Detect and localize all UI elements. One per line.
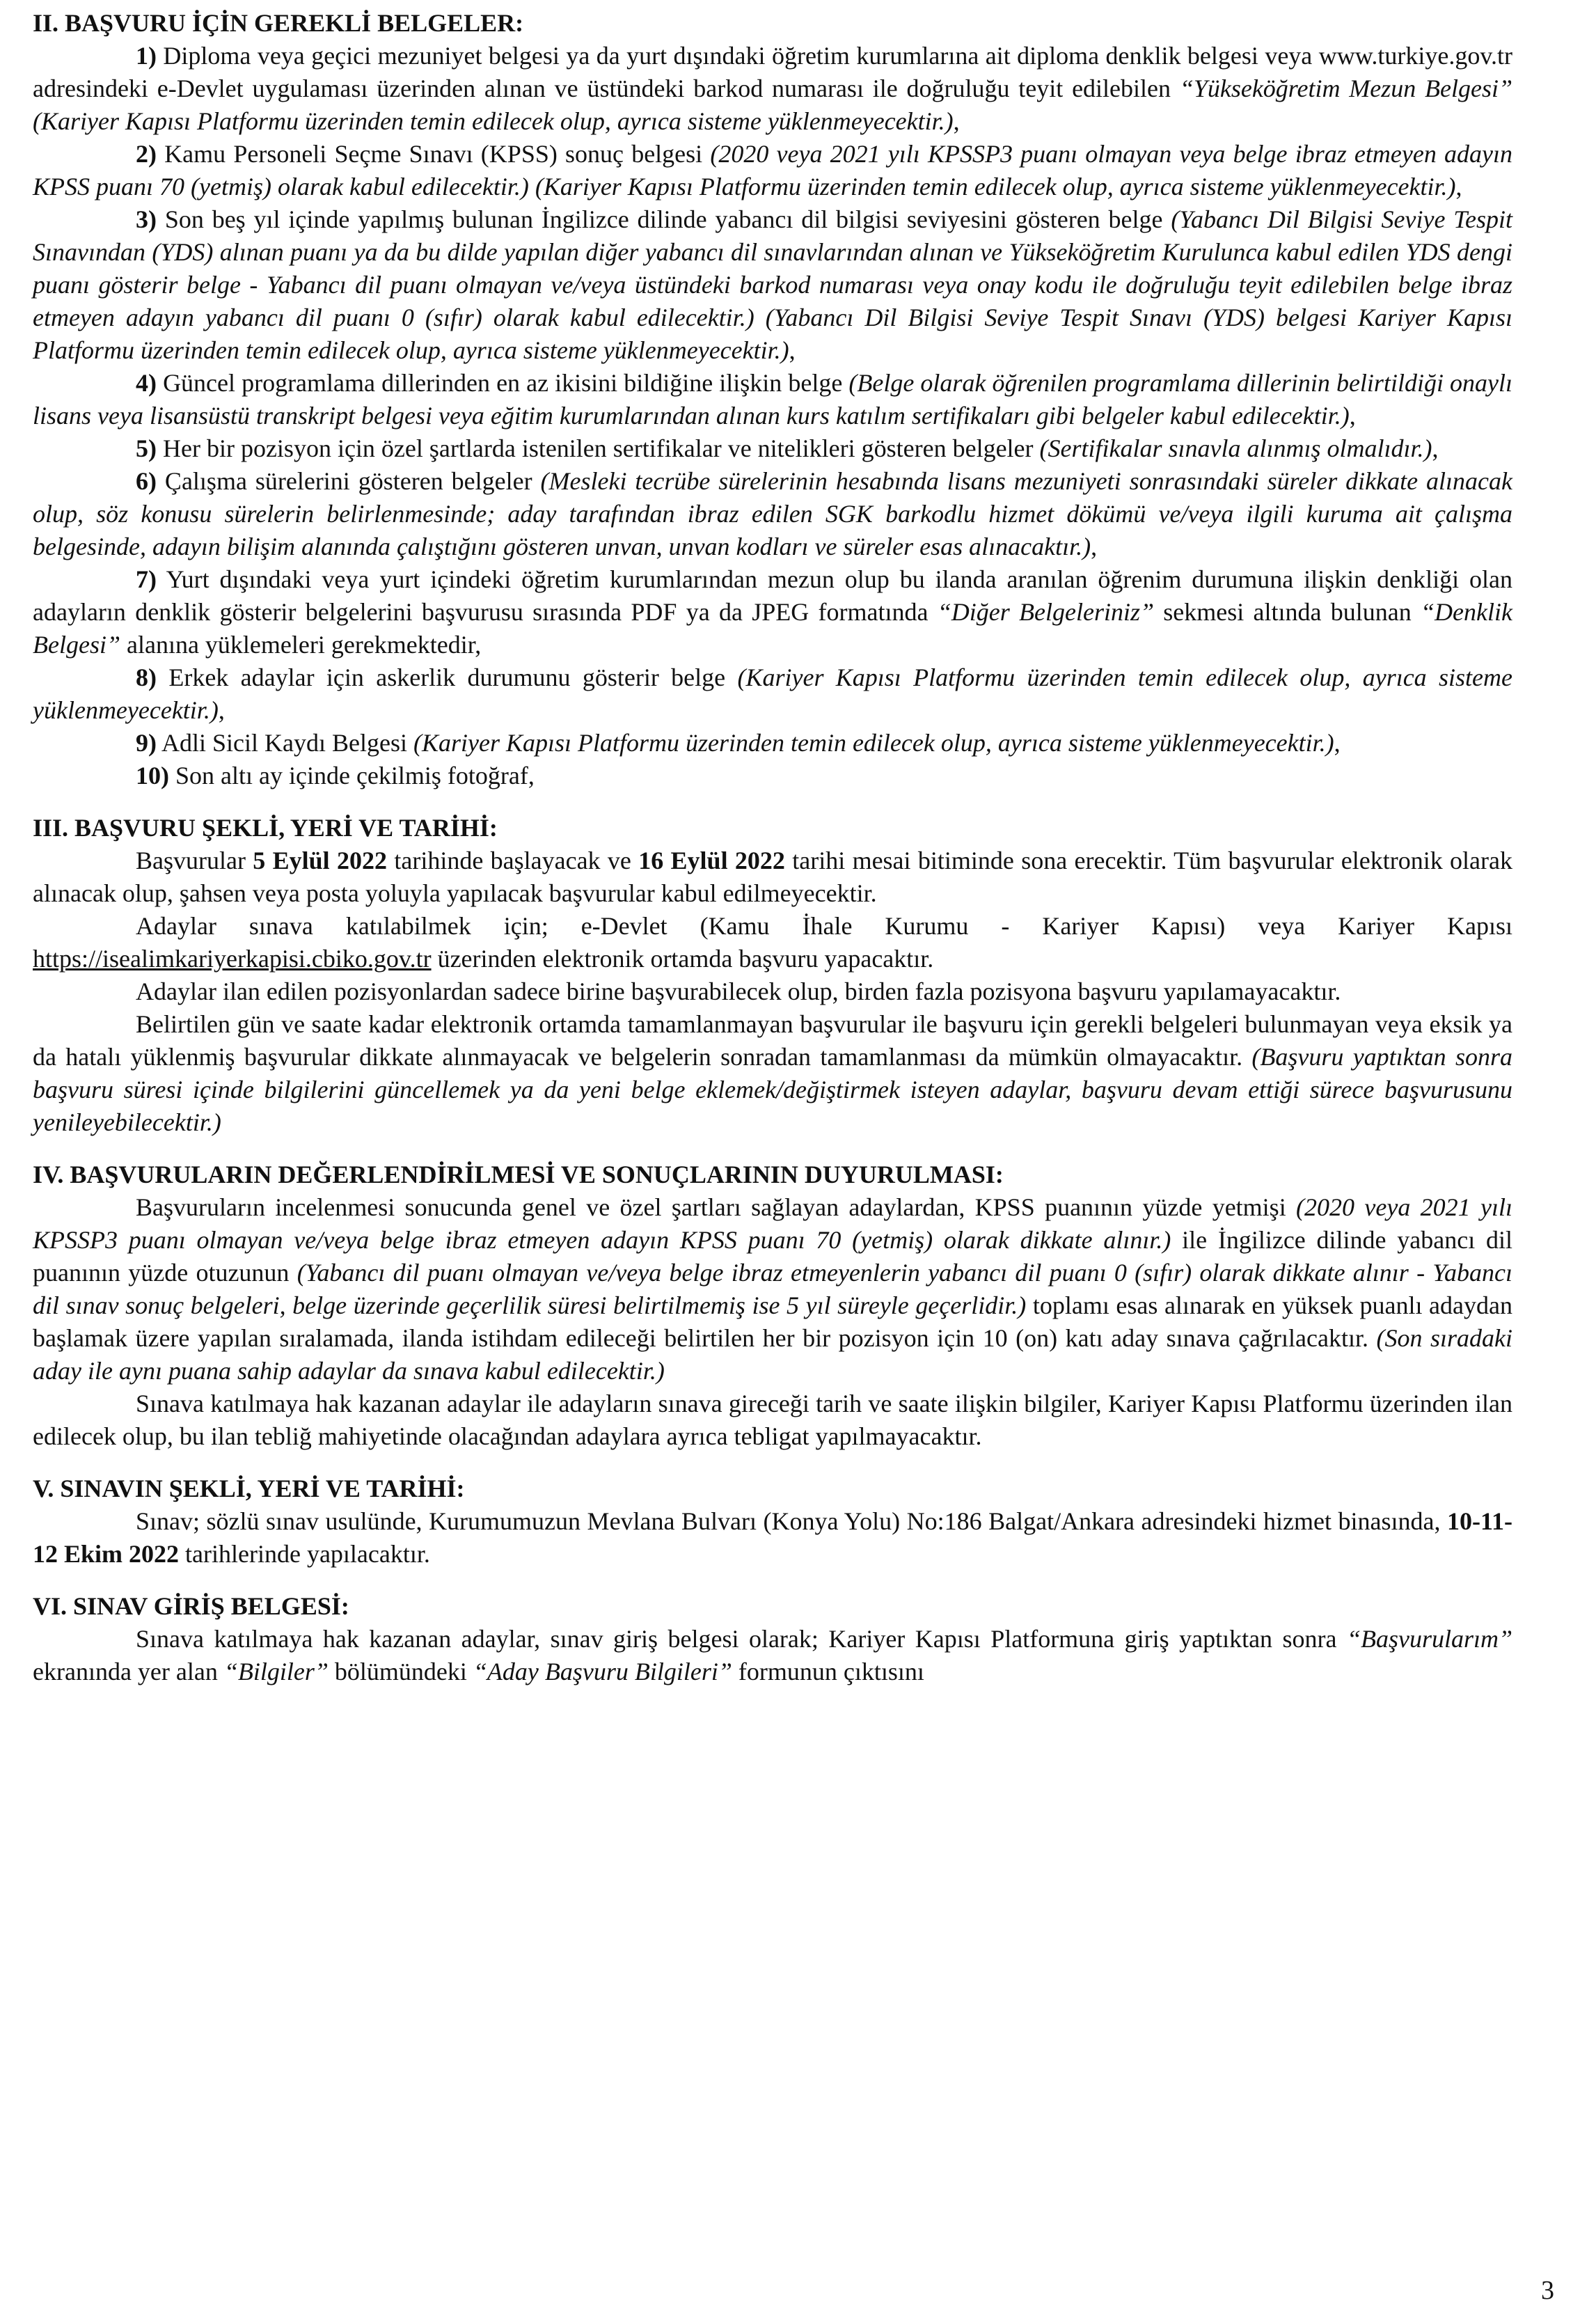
paragraph: Adaylar sınava katılabilmek için; e-Devlet (Kamu İhale Kurumu - Kariyer Kapısı) veya Kariyer Kapısı https://isealimkariyerkapisi.cbiko.gov.tr üzerinden elektronik ortamda başvuru yapacaktır.: [33, 912, 1512, 973]
list-item: 10) Son altı ay içinde çekilmiş fotoğraf,: [136, 762, 535, 789]
list-item: 9) Adli Sicil Kaydı Belgesi (Kariyer Kapısı Platformu üzerinden temin edilecek olup, ayrıca sisteme yüklenmeyecektir.),: [136, 729, 1341, 757]
paragraph: Başvuruların incelenmesi sonucunda genel ve özel şartları sağlayan adaylardan, KPSS puanının yüzde yetmişi (2020 veya 2021 yılı KPSSP3 puanı olmayan ve/veya belge ibraz etmeyen adayın KPSS puanı 70 (yetmiş) olarak dikkate alınır.) ile İngilizce dilinde yabancı dil puanının yüzde otuzunun (Yabancı dil puanı olmayan ve/veya belge ibraz etmeyenlerin yabancı dil puanı 0 (sıfır) olarak dikkate alınır - Yabancı dil sınav sonuç belgeleri, belge üzerinde geçerlilik süresi belirtilmemiş ise 5 yıl süreyle geçerlidir.) toplamı esas alınarak en yüksek puanlı adaydan başlamak üzere yapılan sıralamada, ilanda istihdam edileceği belirtilen her bir pozisyon için 10 (on) katı aday sınava çağrılacaktır. (Son sıradaki aday ile aynı puana sahip adaylar da sınava kabul edilecektir.): [33, 1193, 1513, 1385]
list-item: 2) Kamu Personeli Seçme Sınavı (KPSS) sonuç belgesi (2020 veya 2021 yılı KPSSP3 puanı olmayan veya belge ibraz etmeyen adayın KPSS puanı 70 (yetmiş) olarak kabul edilecektir.) (Kariyer Kapısı Platformu üzerinden temin edilecek olup, ayrıca sisteme yüklenmeyecektir.),: [33, 140, 1512, 201]
document-page: [33, 7, 1512, 1688]
paragraph: Sınava katılmaya hak kazanan adaylar ile adayların sınava gireceği tarih ve saate ilişkin bilgiler, Kariyer Kapısı Platformu üzerinden ilan edilecek olup, bu ilan tebliğ mahiyetinde olacağından adaylara ayrıca tebligat yapılmayacaktır.: [33, 1390, 1512, 1450]
paragraph: Belirtilen gün ve saate kadar elektronik ortamda tamamlanmayan başvurular ile başvuru için gerekli belgeleri bulunmayan veya eksik ya da hatalı yüklenmiş başvurular dikkate alınmayacak ve belgelerin sonradan tamamlanması da mümkün olmayacaktır. (Başvuru yaptıktan sonra başvuru süresi içinde bilgilerini güncellemek ya da yeni belge eklemek/değiştirmek isteyen adaylar, başvuru devam ettiği sürece başvurusunu yenileyebilecektir.): [33, 1010, 1512, 1136]
section-heading-required-documents: II. BAŞVURU İÇİN GEREKLİ BELGELER:: [33, 9, 524, 37]
list-item: 1) Diploma veya geçici mezuniyet belgesi ya da yurt dışındaki öğretim kurumlarına ait diploma denklik belgesi veya www.turkiye.gov.tr adresindeki e-Devlet uygulaması üzerinden alınan ve üstündeki barkod numarası ile doğruluğu teyit edilebilen “Yükseköğretim Mezun Belgesi” (Kariyer Kapısı Platformu üzerinden temin edilecek olup, ayrıca sisteme yüklenmeyecektir.),: [33, 42, 1512, 135]
list-item: 4) Güncel programlama dillerinden en az ikisini bildiğine ilişkin belge (Belge olarak öğrenilen programlama dillerinin belirtildiği onaylı lisans veya lisansüstü transkript belgesi veya eğitim kurumlarından alınan kurs katılım sertifikaları gibi belgeler kabul edilecektir.),: [33, 369, 1512, 430]
paragraph: Adaylar ilan edilen pozisyonlardan sadece birine başvurabilecek olup, birden fazla pozisyona başvuru yapılamayacaktır.: [136, 977, 1341, 1005]
list-item: 5) Her bir pozisyon için özel şartlarda istenilen sertifikalar ve nitelikleri gösteren belgeler (Sertifikalar sınavla alınmış olmalıdır.),: [136, 434, 1439, 462]
section-heading-application: III. BAŞVURU ŞEKLİ, YERİ VE TARİHİ:: [33, 814, 498, 842]
list-item: 8) Erkek adaylar için askerlik durumunu gösterir belge (Kariyer Kapısı Platformu üzerinden temin edilecek olup, ayrıca sisteme yüklenmeyecektir.),: [33, 663, 1512, 724]
list-item: 3) Son beş yıl içinde yapılmış bulunan İngilizce dilinde yabancı dil bilgisi seviyesini gösteren belge (Yabancı Dil Bilgisi Seviye Tespit Sınavından (YDS) alınan puanı ya da bu dilde yapılan diğer yabancı dil sınavlarından alınan ve Yükseköğretim Kurulunca kabul edilen YDS dengi puanı gösterir belge - Yabancı dil puanı olmayan ve/veya üstündeki barkod numarası veya onay kodu ile doğruluğu teyit edilebilen belge ibraz etmeyen adayın yabancı dil puanı 0 (sıfır) olarak kabul edilecektir.) (Yabancı Dil Bilgisi Seviye Tespit Sınavı (YDS) belgesi Kariyer Kapısı Platformu üzerinden temin edilecek olup, ayrıca sisteme yüklenmeyecektir.),: [33, 205, 1512, 364]
application-portal-link[interactable]: https://isealimkariyerkapisi.cbiko.gov.tr: [33, 945, 432, 973]
section-heading-evaluation: IV. BAŞVURULARIN DEĞERLENDİRİLMESİ VE SONUÇLARININ DUYURULMASI:: [33, 1161, 1004, 1188]
paragraph: Başvurular 5 Eylül 2022 tarihinde başlayacak ve 16 Eylül 2022 tarihi mesai bitiminde sona erecektir. Tüm başvurular elektronik olarak alınacak olup, şahsen veya posta yoluyla yapılacak başvurular kabul edilmeyecektir.: [33, 847, 1512, 907]
section-heading-exam-entry: VI. SINAV GİRİŞ BELGESİ:: [33, 1592, 349, 1620]
paragraph: Sınava katılmaya hak kazanan adaylar, sınav giriş belgesi olarak; Kariyer Kapısı Platformuna giriş yaptıktan sonra “Başvurularım” ekranında yer alan “Bilgiler” bölümündeki “Aday Başvuru Bilgileri” formunun çıktısını: [33, 1625, 1512, 1685]
page-number: 3: [1541, 2276, 1554, 2305]
list-item: 7) Yurt dışındaki veya yurt içindeki öğretim kurumlarından mezun olup bu ilanda aranılan öğrenim durumuna ilişkin denkliği olan adayların denklik gösterir belgelerini başvurusu sırasında PDF ya da JPEG formatında “Diğer Belgeleriniz” sekmesi altında bulunan “Denklik Belgesi” alanına yüklemeleri gerekmektedir,: [33, 565, 1512, 659]
section-heading-exam-form: V. SINAVIN ŞEKLİ, YERİ VE TARİHİ:: [33, 1475, 465, 1502]
paragraph: Sınav; sözlü sınav usulünde, Kurumumuzun Mevlana Bulvarı (Konya Yolu) No:186 Balgat/Ankara adresindeki hizmet binasında, 10-11-12 Ekim 2022 tarihlerinde yapılacaktır.: [33, 1507, 1512, 1568]
list-item: 6) Çalışma sürelerini gösteren belgeler (Mesleki tecrübe sürelerinin hesabında lisans mezuniyeti sonrasındaki süreler dikkate alınacak olup, söz konusu sürelerin belirlenmesinde; aday tarafından ibraz edilen SGK barkodlu hizmet dökümü ve/veya ilgili kuruma ait çalışma belgesinde, adayın bilişim alanında çalıştığını gösteren unvan, unvan kodları ve süreler esas alınacaktır.),: [33, 467, 1512, 560]
